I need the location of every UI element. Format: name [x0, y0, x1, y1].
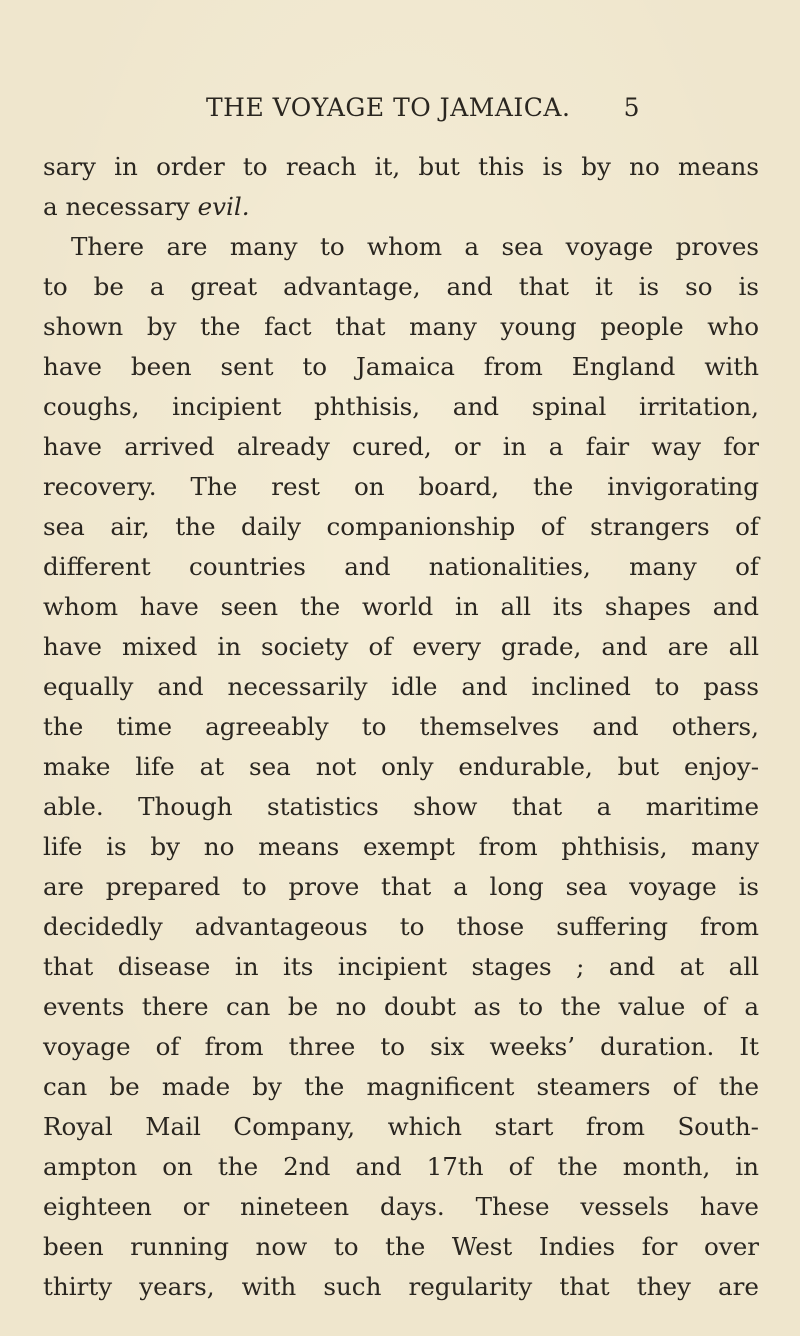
text-line: have mixed in society of every grade, and are all — [43, 632, 759, 661]
text-line: to be a great advantage, and that it is so is — [43, 272, 759, 301]
text-line: have been sent to Jamaica from England with — [43, 352, 759, 381]
text-line: thirty years, with such regularity that they are — [43, 1272, 759, 1301]
text-line: coughs, incipient phthisis, and spinal irritation, — [43, 392, 759, 421]
text-line — [43, 187, 759, 227]
text-line: the time agreeably to themselves and others, — [43, 712, 759, 741]
text-line: different countries and nationalities, many of — [43, 552, 759, 581]
text-line: sea air, the daily companionship of strangers of — [43, 512, 759, 541]
text-line: decidedly advantageous to those suffering from — [43, 912, 759, 941]
text-line: ampton on the 2nd and 17th of the month, in — [43, 1152, 759, 1181]
text-line: been running now to the West Indies for over — [43, 1232, 759, 1261]
text-line: that disease in its incipient stages ; and at all — [43, 952, 759, 981]
running-title: THE VOYAGE TO JAMAICA. — [206, 93, 571, 122]
body-text — [43, 147, 759, 1307]
text-line: events there can be no doubt as to the value of a — [43, 992, 759, 1021]
text-line: have arrived already cured, or in a fair way for — [43, 432, 759, 461]
text-line: sary in order to reach it, but this is by no means — [43, 152, 759, 181]
text-line: are prepared to prove that a long sea voyage is — [43, 872, 759, 901]
text-line: voyage of from three to six weeks’ duration. It — [43, 1032, 759, 1061]
italic-word: evil. — [197, 192, 250, 221]
running-head — [206, 93, 640, 133]
text-line: can be made by the magnificent steamers of the — [43, 1072, 759, 1101]
text-line: life is by no means exempt from phthisis, many — [43, 832, 759, 861]
text-line: shown by the fact that many young people who — [43, 312, 759, 341]
text-line: make life at sea not only endurable, but enjoy- — [43, 752, 759, 781]
text-line: equally and necessarily idle and inclined to pass — [43, 672, 759, 701]
text-line: whom have seen the world in all its shapes and — [43, 592, 759, 621]
text-line: There are many to whom a sea voyage proves — [71, 232, 759, 261]
text-line: recovery. The rest on board, the invigorating — [43, 472, 759, 501]
text-line: able. Though statistics show that a maritime — [43, 792, 759, 821]
text-line: Royal Mail Company, which start from South- — [43, 1112, 759, 1141]
text-line-start: a necessary — [43, 192, 198, 221]
page-number: 5 — [623, 93, 640, 122]
text-line: eighteen or nineteen days. These vessels have — [43, 1192, 759, 1221]
